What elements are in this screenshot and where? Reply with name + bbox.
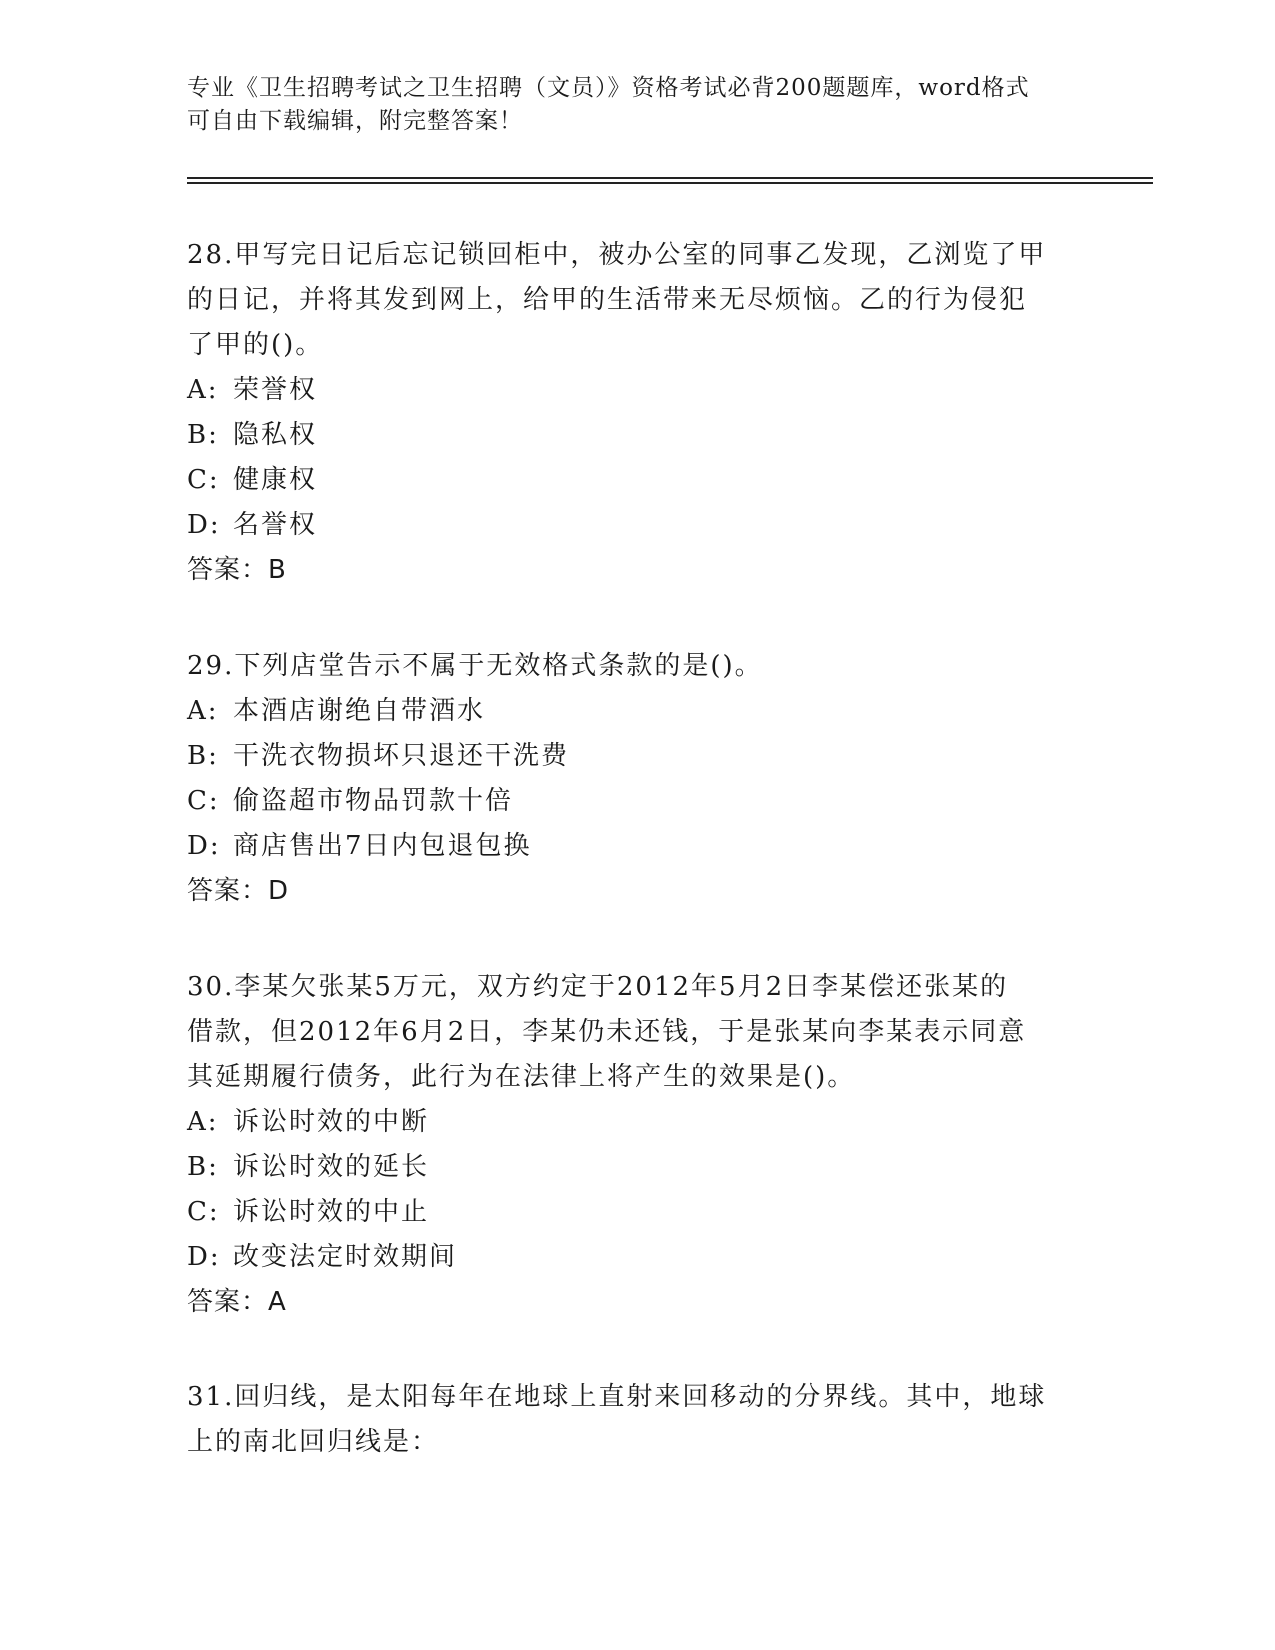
option-letter: D: <box>187 1242 221 1272</box>
question-stem-line: 其延期履行债务，此行为在法律上将产生的效果是()。 <box>187 1062 856 1092</box>
option-text: 本酒店谢绝自带酒水 <box>233 696 486 726</box>
question-30 <box>187 965 1077 1325</box>
option-d <box>187 503 1077 548</box>
option-a <box>187 368 1077 413</box>
question-stem-line: 借款，但2012年6月2日，李某仍未还钱，于是张某向李某表示同意 <box>187 1017 1027 1047</box>
header-rule-bottom <box>187 182 1153 184</box>
option-letter: A: <box>187 1107 219 1137</box>
option-text: 诉讼时效的延长 <box>233 1152 430 1182</box>
option-letter: C: <box>187 786 220 816</box>
option-text: 隐私权 <box>233 420 318 450</box>
option-c <box>187 458 1077 503</box>
option-c <box>187 1190 1077 1235</box>
question-stem-line: 31.回归线，是太阳每年在地球上直射来回移动的分界线。其中，地球 <box>187 1382 1047 1412</box>
document-header <box>187 72 1087 138</box>
option-b <box>187 1145 1077 1190</box>
option-text: 商店售出7日内包退包换 <box>233 831 532 861</box>
header-rule-top <box>187 177 1153 179</box>
option-b <box>187 734 1077 779</box>
option-letter: D: <box>187 831 221 861</box>
option-text: 改变法定时效期间 <box>233 1242 458 1272</box>
question-28 <box>187 233 1077 593</box>
question-stem-line: 上的南北回归线是： <box>187 1427 440 1457</box>
question-29 <box>187 644 1077 914</box>
option-letter: B: <box>187 420 219 450</box>
header-line-2: 可自由下载编辑，附完整答案！ <box>187 108 523 134</box>
question-stem-line: 28.甲写完日记后忘记锁回柜中，被办公室的同事乙发现，乙浏览了甲 <box>187 240 1047 270</box>
question-stem-line: 的日记，并将其发到网上，给甲的生活带来无尽烦恼。乙的行为侵犯 <box>187 285 1028 315</box>
option-text: 荣誉权 <box>233 375 318 405</box>
option-text: 偷盗超市物品罚款十倍 <box>233 786 514 816</box>
option-letter: B: <box>187 1152 219 1182</box>
question-stem-line: 了甲的()。 <box>187 330 324 360</box>
question-31 <box>187 1375 1077 1465</box>
option-letter: D: <box>187 510 221 540</box>
header-line-1: 专业《卫生招聘考试之卫生招聘（文员）》资格考试必背200题题库，word格式 <box>187 75 1030 101</box>
option-text: 诉讼时效的中止 <box>233 1197 430 1227</box>
option-a <box>187 689 1077 734</box>
option-text: 名誉权 <box>233 510 318 540</box>
question-stem-line: 30.李某欠张某5万元，双方约定于2012年5月2日李某偿还张某的 <box>187 972 1009 1002</box>
option-text: 诉讼时效的中断 <box>233 1107 430 1137</box>
question-stem-line: 29.下列店堂告示不属于无效格式条款的是()。 <box>187 651 763 681</box>
option-text: 健康权 <box>233 465 318 495</box>
option-letter: C: <box>187 465 220 495</box>
option-c <box>187 779 1077 824</box>
option-letter: C: <box>187 1197 220 1227</box>
option-d <box>187 824 1077 869</box>
option-text: 干洗衣物损坏只退还干洗费 <box>233 741 570 771</box>
option-b <box>187 413 1077 458</box>
option-letter: A: <box>187 696 219 726</box>
answer-line: 答案：B <box>187 555 287 585</box>
option-letter: B: <box>187 741 219 771</box>
answer-line: 答案：A <box>187 1287 287 1317</box>
option-letter: A: <box>187 375 219 405</box>
option-a <box>187 1100 1077 1145</box>
answer-line: 答案：D <box>187 876 290 906</box>
option-d <box>187 1235 1077 1280</box>
